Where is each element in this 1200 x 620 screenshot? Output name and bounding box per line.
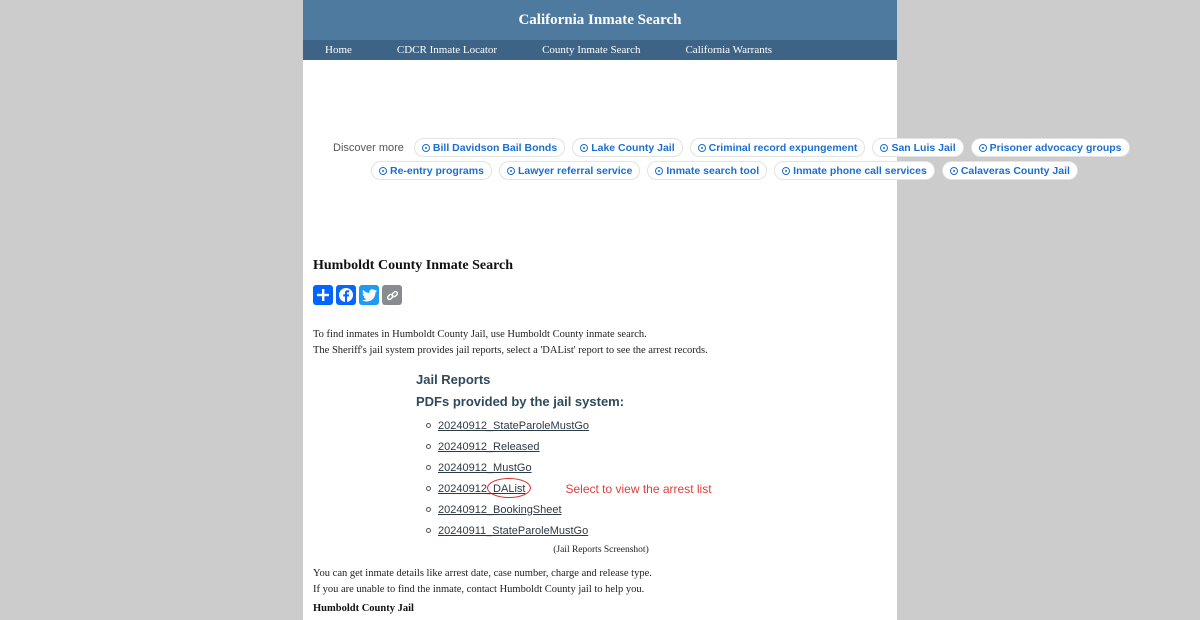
outro-line-1: You can get inmate details like arrest date, case number, charge and release type. (313, 568, 652, 579)
nav-home[interactable]: Home (325, 44, 352, 56)
discover-chip[interactable] (690, 138, 866, 157)
chip-label: Criminal record expungement (708, 141, 858, 154)
article (313, 258, 887, 555)
bullet-icon (426, 507, 431, 512)
facebook-icon (338, 287, 354, 303)
figure-subheading: PDFs provided by the jail system: (416, 394, 625, 409)
discover-row-1 (333, 138, 1137, 157)
discover-chip[interactable] (942, 161, 1078, 180)
chip-label: Lawyer referral service (517, 164, 633, 177)
page-title: Humboldt County Inmate Search (313, 258, 514, 273)
chip-label: Bill Davidson Bail Bonds (432, 141, 558, 154)
intro-text (313, 327, 887, 359)
list-item (416, 499, 746, 520)
discover-chip[interactable] (971, 138, 1130, 157)
plus-icon (316, 288, 330, 302)
search-dot-icon (379, 167, 387, 175)
report-link[interactable]: 20240912_BookingSheet (438, 503, 562, 516)
discover-chip[interactable] (499, 161, 640, 180)
report-list (416, 415, 746, 541)
chip-label: San Luis Jail (891, 141, 956, 154)
search-dot-icon (880, 144, 888, 152)
discover-chip[interactable] (774, 161, 935, 180)
chip-label: Prisoner advocacy groups (989, 141, 1122, 154)
figure-caption: (Jail Reports Screenshot) (553, 545, 649, 555)
site-header (303, 0, 897, 40)
search-dot-icon (655, 167, 663, 175)
chip-label: Inmate search tool (666, 164, 760, 177)
share-bar (313, 285, 887, 305)
nav-california-warrants[interactable]: California Warrants (685, 44, 773, 56)
chip-label: Lake County Jail (591, 141, 675, 154)
list-item (416, 457, 746, 478)
intro-line-1: To find inmates in Humboldt County Jail, use Humboldt County inmate search. (313, 329, 647, 340)
list-item (416, 478, 746, 499)
annotation-text: Select to view the arrest list (565, 481, 712, 496)
discover-chip[interactable] (872, 138, 963, 157)
section-heading: Humboldt County Jail (313, 603, 414, 614)
report-link[interactable]: 20240912_MustGo (438, 461, 532, 474)
nav-cdcr-inmate-locator[interactable]: CDCR Inmate Locator (396, 44, 498, 56)
main-nav (303, 40, 897, 60)
discover-chip[interactable] (572, 138, 682, 157)
discover-row-2 (371, 161, 1085, 180)
discover-label: Discover more (333, 141, 404, 154)
outro-text (313, 566, 652, 598)
bullet-icon (426, 423, 431, 428)
search-dot-icon (979, 144, 987, 152)
chip-label: Re-entry programs (390, 164, 484, 177)
twitter-icon (362, 289, 377, 302)
page-container (303, 0, 897, 620)
list-item (416, 520, 746, 541)
report-link[interactable]: 20240911_StateParoleMustGo (438, 524, 589, 537)
figure-heading: Jail Reports (416, 372, 491, 387)
discover-chip[interactable] (414, 138, 565, 157)
dalist-highlight (438, 483, 525, 495)
report-link[interactable]: 20240912_StateParoleMustGo (438, 419, 590, 432)
share-twitter-button[interactable] (359, 285, 379, 305)
bullet-icon (426, 444, 431, 449)
share-facebook-button[interactable] (336, 285, 356, 305)
intro-line-2: The Sheriff's jail system provides jail reports, select a 'DAList' report to see the arrest records. (313, 345, 708, 356)
list-item (416, 436, 746, 457)
jail-reports-screenshot (416, 372, 746, 555)
discover-chip[interactable] (371, 161, 492, 180)
list-item (416, 415, 746, 436)
search-dot-icon (950, 167, 958, 175)
bullet-icon (426, 528, 431, 533)
search-dot-icon (422, 144, 430, 152)
bullet-icon (426, 465, 431, 470)
outro-line-2: If you are unable to find the inmate, contact Humboldt County jail to help you. (313, 584, 645, 595)
search-dot-icon (507, 167, 515, 175)
link-icon (386, 289, 399, 302)
chip-label: Calaveras County Jail (960, 164, 1070, 177)
search-dot-icon (782, 167, 790, 175)
discover-chip[interactable] (647, 161, 767, 180)
report-link[interactable]: 20240912_Released (438, 440, 540, 453)
report-link-dalist[interactable]: 20240912_DAList (438, 482, 526, 495)
bullet-icon (426, 486, 431, 491)
nav-county-inmate-search[interactable]: County Inmate Search (542, 44, 641, 56)
chip-label: Inmate phone call services (793, 164, 927, 177)
site-title[interactable]: California Inmate Search (518, 11, 682, 28)
highlight-circle (487, 478, 531, 498)
share-copy-link-button[interactable] (382, 285, 402, 305)
share-add-button[interactable] (313, 285, 333, 305)
search-dot-icon (580, 144, 588, 152)
search-dot-icon (698, 144, 706, 152)
